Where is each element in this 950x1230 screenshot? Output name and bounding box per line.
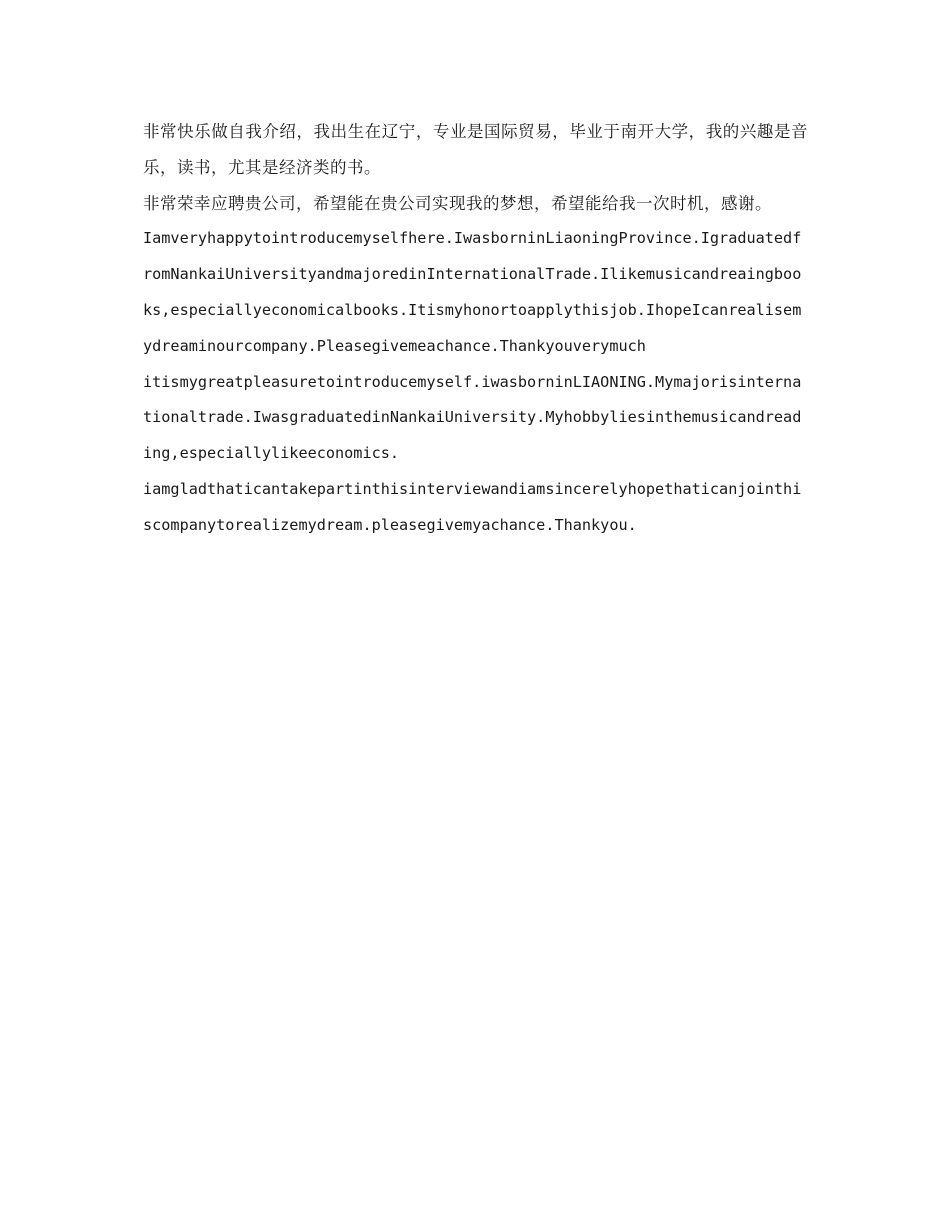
paragraph-intro-english-2: itismygreatpleasuretointroducemyself.iwasborninLIAONING.Mymajorisinternationaltrade.IwasgraduatedinNankaiUniversity.Myhobbyliesinthemusicandreading,especiallylikeeconomics. <box>143 372 802 463</box>
paragraph-intro-chinese: 非常快乐做自我介绍，我出生在辽宁，专业是国际贸易，毕业于南开大学，我的兴趣是音乐，读书，尤其是经济类的书。 <box>143 122 808 177</box>
paragraph-application-chinese: 非常荣幸应聘贵公司，希望能在贵公司实现我的梦想，希望能给我一次时机，感谢。 <box>143 193 772 213</box>
document-body <box>143 114 808 544</box>
paragraph-closing-english: iamgladthaticantakepartinthisinterviewandiamsincerelyhopethaticanjointhiscompanytorealizemydream.pleasegivemyachance.Thankyou. <box>143 479 802 534</box>
paragraph-intro-english-1: Iamveryhappytointroducemyselfhere.IwasborninLiaoningProvince.IgraduatedfromNankaiUniversityandmajoredinInternationalTrade.Ilikemusicandreaingbooks,especiallyeconomicalbooks.Itismyhonortoapplythisjob.IhopeIcanrealisemydreaminourcompany.Pleasegivemeachance.Thankyouverymuch <box>143 229 802 355</box>
